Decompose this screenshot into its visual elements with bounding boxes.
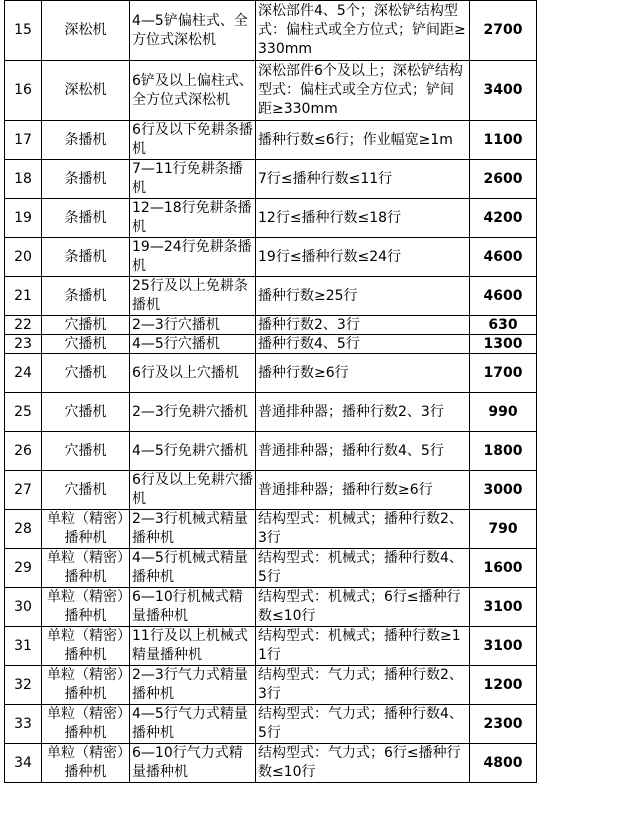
subsidy-amount: 1700 <box>470 354 537 393</box>
item-parameters: 深松部件4、5个；深松铲结构型式：偏柱式或全方位式；铲间距≥330mm <box>256 1 470 61</box>
subsidy-amount: 630 <box>470 316 537 335</box>
item-name: 条播机 <box>42 121 130 160</box>
table-row <box>5 627 537 666</box>
item-grade: 6—10行气力式精量播种机 <box>130 744 256 783</box>
subsidy-amount: 3400 <box>470 61 537 121</box>
row-number: 32 <box>5 666 42 705</box>
table-row <box>5 666 537 705</box>
item-grade: 19—24行免耕条播机 <box>130 238 256 277</box>
item-parameters: 7行≤播种行数≤11行 <box>256 160 470 199</box>
item-name: 单粒（精密）播种机 <box>42 705 130 744</box>
item-name: 条播机 <box>42 160 130 199</box>
item-grade: 12—18行免耕条播机 <box>130 199 256 238</box>
item-name: 单粒（精密）播种机 <box>42 510 130 549</box>
row-number: 26 <box>5 432 42 471</box>
subsidy-amount: 2700 <box>470 1 537 61</box>
item-name: 深松机 <box>42 1 130 61</box>
row-number: 23 <box>5 335 42 354</box>
item-parameters: 普通排种器；播种行数4、5行 <box>256 432 470 471</box>
subsidy-amount: 2600 <box>470 160 537 199</box>
item-parameters: 结构型式：气力式；6行≤播种行数≤10行 <box>256 744 470 783</box>
item-name: 深松机 <box>42 61 130 121</box>
item-parameters: 播种行数2、3行 <box>256 316 470 335</box>
table-row <box>5 549 537 588</box>
item-parameters: 结构型式：机械式；播种行数≥11行 <box>256 627 470 666</box>
table-row <box>5 510 537 549</box>
item-parameters: 播种行数≤6行；作业幅宽≥1m <box>256 121 470 160</box>
item-name: 条播机 <box>42 199 130 238</box>
subsidy-amount: 4200 <box>470 199 537 238</box>
item-parameters: 播种行数≥25行 <box>256 277 470 316</box>
subsidy-amount: 4600 <box>470 277 537 316</box>
item-grade: 6行及以下免耕条播机 <box>130 121 256 160</box>
item-name: 单粒（精密）播种机 <box>42 744 130 783</box>
item-name: 穴播机 <box>42 335 130 354</box>
table-row <box>5 160 537 199</box>
row-number: 24 <box>5 354 42 393</box>
table-row <box>5 316 537 335</box>
item-grade: 6行及以上免耕穴播机 <box>130 471 256 510</box>
subsidy-amount: 1100 <box>470 121 537 160</box>
row-number: 31 <box>5 627 42 666</box>
item-grade: 4—5行穴播机 <box>130 335 256 354</box>
table-row <box>5 61 537 121</box>
item-grade: 6铲及以上偏柱式、全方位式深松机 <box>130 61 256 121</box>
row-number: 18 <box>5 160 42 199</box>
table-row <box>5 199 537 238</box>
item-parameters: 深松部件6个及以上；深松铲结构型式：偏柱式或全方位式；铲间距≥330mm <box>256 61 470 121</box>
subsidy-amount: 990 <box>470 393 537 432</box>
item-name: 单粒（精密）播种机 <box>42 666 130 705</box>
item-grade: 6—10行机械式精量播种机 <box>130 588 256 627</box>
item-parameters: 普通排种器；播种行数2、3行 <box>256 393 470 432</box>
row-number: 33 <box>5 705 42 744</box>
row-number: 21 <box>5 277 42 316</box>
item-grade: 2—3行免耕穴播机 <box>130 393 256 432</box>
table-row <box>5 705 537 744</box>
item-parameters: 播种行数4、5行 <box>256 335 470 354</box>
item-name: 单粒（精密）播种机 <box>42 627 130 666</box>
item-grade: 6行及以上穴播机 <box>130 354 256 393</box>
item-name: 穴播机 <box>42 316 130 335</box>
item-name: 条播机 <box>42 238 130 277</box>
subsidy-amount: 3000 <box>470 471 537 510</box>
item-parameters: 结构型式：气力式；播种行数2、3行 <box>256 666 470 705</box>
item-name: 单粒（精密）播种机 <box>42 549 130 588</box>
row-number: 19 <box>5 199 42 238</box>
item-name: 条播机 <box>42 277 130 316</box>
item-parameters: 19行≤播种行数≤24行 <box>256 238 470 277</box>
row-number: 20 <box>5 238 42 277</box>
item-parameters: 12行≤播种行数≤18行 <box>256 199 470 238</box>
subsidy-amount: 4800 <box>470 744 537 783</box>
subsidy-amount: 2300 <box>470 705 537 744</box>
item-parameters: 播种行数≥6行 <box>256 354 470 393</box>
subsidy-amount: 1200 <box>470 666 537 705</box>
subsidy-amount: 4600 <box>470 238 537 277</box>
subsidy-amount: 1800 <box>470 432 537 471</box>
item-grade: 2—3行机械式精量播种机 <box>130 510 256 549</box>
item-grade: 25行及以上免耕条播机 <box>130 277 256 316</box>
item-parameters: 结构型式：机械式；播种行数2、3行 <box>256 510 470 549</box>
table-row <box>5 471 537 510</box>
row-number: 15 <box>5 1 42 61</box>
row-number: 30 <box>5 588 42 627</box>
subsidy-amount: 790 <box>470 510 537 549</box>
item-parameters: 普通排种器；播种行数≥6行 <box>256 471 470 510</box>
subsidy-amount: 1300 <box>470 335 537 354</box>
item-grade: 2—3行气力式精量播种机 <box>130 666 256 705</box>
row-number: 16 <box>5 61 42 121</box>
row-number: 25 <box>5 393 42 432</box>
row-number: 29 <box>5 549 42 588</box>
item-grade: 2—3行穴播机 <box>130 316 256 335</box>
table-row <box>5 121 537 160</box>
subsidy-amount: 3100 <box>470 588 537 627</box>
subsidy-table <box>4 0 537 783</box>
row-number: 34 <box>5 744 42 783</box>
item-grade: 4—5行免耕穴播机 <box>130 432 256 471</box>
item-parameters: 结构型式：机械式；播种行数4、5行 <box>256 549 470 588</box>
table-row <box>5 588 537 627</box>
subsidy-amount: 3100 <box>470 627 537 666</box>
item-name: 单粒（精密）播种机 <box>42 588 130 627</box>
subsidy-amount: 1600 <box>470 549 537 588</box>
table-row <box>5 744 537 783</box>
table-row <box>5 1 537 61</box>
row-number: 17 <box>5 121 42 160</box>
table-row <box>5 238 537 277</box>
table-row <box>5 432 537 471</box>
item-parameters: 结构型式：气力式；播种行数4、5行 <box>256 705 470 744</box>
item-grade: 4—5铲偏柱式、全方位式深松机 <box>130 1 256 61</box>
table-row <box>5 335 537 354</box>
item-grade: 4—5行气力式精量播种机 <box>130 705 256 744</box>
item-name: 穴播机 <box>42 471 130 510</box>
item-grade: 4—5行机械式精量播种机 <box>130 549 256 588</box>
item-grade: 7—11行免耕条播机 <box>130 160 256 199</box>
row-number: 22 <box>5 316 42 335</box>
table-row <box>5 393 537 432</box>
item-grade: 11行及以上机械式精量播种机 <box>130 627 256 666</box>
row-number: 28 <box>5 510 42 549</box>
item-name: 穴播机 <box>42 354 130 393</box>
table-row <box>5 354 537 393</box>
row-number: 27 <box>5 471 42 510</box>
item-name: 穴播机 <box>42 393 130 432</box>
table-row <box>5 277 537 316</box>
item-parameters: 结构型式：机械式；6行≤播种行数≤10行 <box>256 588 470 627</box>
item-name: 穴播机 <box>42 432 130 471</box>
